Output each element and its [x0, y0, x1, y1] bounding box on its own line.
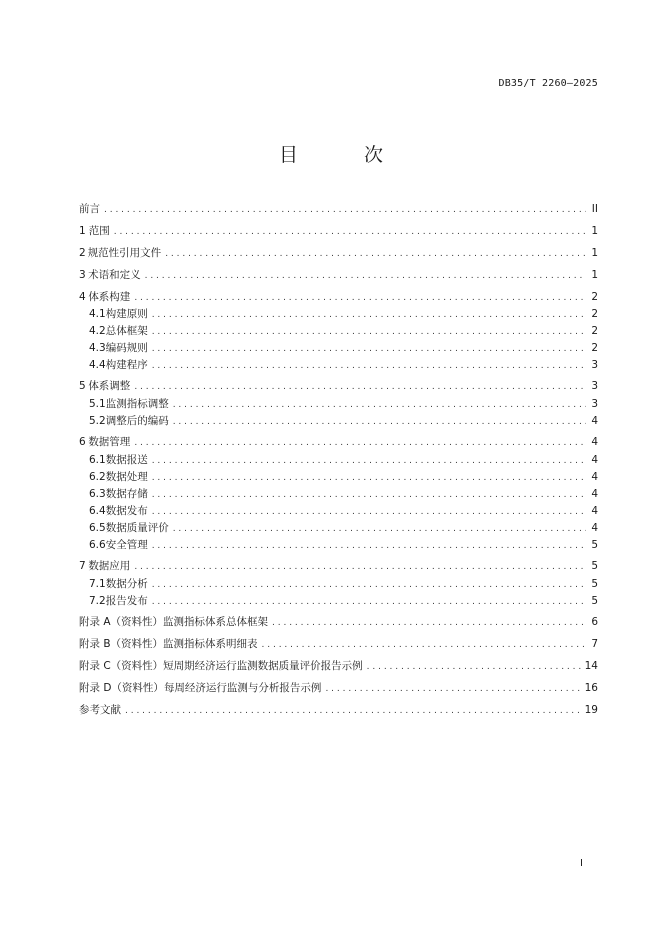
toc-entry-page: 4: [591, 488, 598, 500]
toc-entry-page: 4: [591, 454, 598, 466]
toc-leader-dots: [134, 291, 586, 305]
toc-entry[interactable]: [79, 615, 598, 629]
toc-entry[interactable]: [79, 637, 598, 651]
toc-entry-page: 4: [591, 505, 598, 517]
toc-entry-number: 6.5: [89, 522, 106, 534]
toc-leader-dots: [152, 505, 586, 519]
toc-leader-dots: [152, 578, 586, 592]
toc-entry[interactable]: [79, 290, 598, 304]
toc-entry[interactable]: [79, 324, 598, 338]
toc-entry-number: 7: [79, 560, 86, 572]
toc-entry-number: 4.3: [89, 342, 106, 354]
toc-entry-page: 6: [591, 616, 598, 628]
toc-entry-page: 2: [591, 308, 598, 320]
toc-entry-number: 5.2: [89, 415, 106, 427]
toc-leader-dots: [165, 247, 586, 261]
toc-entry-number: 7.1: [89, 578, 106, 590]
toc-leader-dots: [173, 522, 586, 536]
toc-entry[interactable]: [79, 504, 598, 518]
toc-leader-dots: [272, 616, 586, 630]
toc-leader-dots: [125, 704, 581, 718]
toc-entry[interactable]: [79, 538, 598, 552]
toc-entry[interactable]: [79, 307, 598, 321]
toc-entry[interactable]: [79, 202, 598, 216]
toc-entry[interactable]: [79, 435, 598, 449]
toc-entry-number: 6: [79, 436, 86, 448]
toc-entry[interactable]: [79, 246, 598, 260]
toc-entry-label: 数据分析: [105, 578, 148, 590]
toc-leader-dots: [262, 638, 586, 652]
toc-entry-number: 2: [79, 247, 86, 259]
toc-entry-page: 1: [591, 247, 598, 259]
toc-entry-page: 2: [591, 342, 598, 354]
toc-leader-dots: [104, 203, 586, 217]
toc-entry-page: 5: [591, 578, 598, 590]
toc-entry-page: 19: [584, 704, 598, 716]
toc-entry-label: 短周期经济运行监测数据质量评价报告示例: [163, 660, 363, 672]
toc-entry-number: 6.2: [89, 471, 106, 483]
toc-entry-label: 数据报送: [105, 454, 148, 466]
toc-entry-number: 6.6: [89, 539, 106, 551]
toc-leader-dots: [134, 560, 586, 574]
toc-entry-label: 数据应用: [88, 560, 131, 572]
toc-entry[interactable]: [79, 521, 598, 535]
toc-entry[interactable]: [79, 594, 598, 608]
toc-leader-dots: [173, 415, 586, 429]
toc-entry[interactable]: [79, 453, 598, 467]
toc-entry[interactable]: [79, 470, 598, 484]
toc-entry-number: 1: [79, 225, 86, 237]
toc-entry[interactable]: [79, 358, 598, 372]
toc-entry[interactable]: [79, 379, 598, 393]
toc-entry-label: 安全管理: [105, 539, 148, 551]
toc-entry[interactable]: [79, 559, 598, 573]
toc-entry[interactable]: [79, 341, 598, 355]
toc-entry-label: 前言: [79, 203, 100, 215]
toc-entry-label: 数据发布: [105, 505, 148, 517]
toc-entry-number: 7.2: [89, 595, 106, 607]
toc-entry[interactable]: [79, 703, 598, 717]
toc-entry-number: 附录 A（资料性）: [79, 616, 164, 628]
toc-leader-dots: [145, 269, 586, 283]
toc-entry-number: 5.1: [89, 398, 106, 410]
toc-entry-label: 数据质量评价: [105, 522, 169, 534]
toc-entry-number: 6.3: [89, 488, 106, 500]
toc-leader-dots: [152, 342, 586, 356]
page-title: 目 次: [278, 144, 414, 166]
toc-entry-page: 4: [591, 522, 598, 534]
toc-entry-number: 4.4: [89, 359, 106, 371]
toc-entry-label: 调整后的编码: [105, 415, 169, 427]
toc-leader-dots: [152, 308, 586, 322]
toc-entry-page: 4: [591, 436, 598, 448]
toc-entry[interactable]: [79, 397, 598, 411]
toc-entry-number: 附录 D（资料性）: [79, 682, 164, 694]
toc-leader-dots: [134, 436, 586, 450]
toc-entry-page: 1: [591, 225, 598, 237]
toc-entry-page: 4: [591, 471, 598, 483]
toc-leader-dots: [114, 225, 586, 239]
toc-entry-number: 3: [79, 269, 86, 281]
toc-entry-page: 4: [591, 415, 598, 427]
toc-entry-label: 参考文献: [79, 704, 121, 716]
toc-entry[interactable]: [79, 577, 598, 591]
toc-leader-dots: [152, 325, 586, 339]
toc-entry-number: 4: [79, 291, 86, 303]
toc-entry-label: 构建程序: [105, 359, 148, 371]
toc-entry-label: 总体框架: [105, 325, 148, 337]
toc-leader-dots: [134, 380, 586, 394]
toc-leader-dots: [367, 660, 581, 674]
toc-entry[interactable]: [79, 681, 598, 695]
toc-entry-page: 3: [591, 398, 598, 410]
toc-entry-page: 5: [591, 595, 598, 607]
toc-entry-label: 监测指标体系总体框架: [163, 616, 269, 628]
toc-entry-label: 报告发布: [105, 595, 148, 607]
toc-entry-page: II: [591, 203, 598, 215]
toc-entry-label: 监测指标调整: [105, 398, 169, 410]
toc-entry-page: 5: [591, 560, 598, 572]
toc-entry-page: 3: [591, 359, 598, 371]
toc-entry-label: 体系调整: [88, 380, 131, 392]
toc-entry-page: 5: [591, 539, 598, 551]
toc-leader-dots: [152, 359, 586, 373]
toc-entry-page: 14: [584, 660, 598, 672]
toc-entry[interactable]: [79, 487, 598, 501]
toc-entry-label: 数据管理: [88, 436, 131, 448]
toc-entry-label: 术语和定义: [88, 269, 141, 281]
page-number: I: [580, 858, 583, 869]
toc-entry[interactable]: [79, 414, 598, 428]
toc-entry[interactable]: [79, 268, 598, 282]
toc-entry-number: 4.2: [89, 325, 106, 337]
toc-entry-label: 编码规则: [105, 342, 148, 354]
toc-entry-label: 监测指标体系明细表: [163, 638, 258, 650]
toc-entry-number: 4.1: [89, 308, 106, 320]
toc-entry-label: 数据处理: [105, 471, 148, 483]
toc-entry-page: 2: [591, 291, 598, 303]
toc-entry-page: 1: [591, 269, 598, 281]
toc-entry-page: 16: [584, 682, 598, 694]
toc-leader-dots: [152, 539, 586, 553]
toc-entry-label: 构建原则: [105, 308, 148, 320]
toc-leader-dots: [325, 682, 580, 696]
toc-entry-number: 附录 B（资料性）: [79, 638, 164, 650]
toc-entry-page: 2: [591, 325, 598, 337]
toc-leader-dots: [152, 471, 586, 485]
toc-entry-label: 范围: [88, 225, 110, 237]
toc-entry-number: 6.1: [89, 454, 106, 466]
toc-entry-label: 体系构建: [88, 291, 131, 303]
toc-entry[interactable]: [79, 224, 598, 238]
toc-entry-number: 附录 C（资料性）: [79, 660, 164, 672]
toc-entry-label: 数据存储: [105, 488, 148, 500]
toc-entry-number: 6.4: [89, 505, 106, 517]
toc-entry-page: 7: [591, 638, 598, 650]
document-code: DB35/T 2260—2025: [498, 78, 598, 89]
toc-leader-dots: [152, 488, 586, 502]
toc-entry-label: 规范性引用文件: [87, 247, 162, 259]
toc-entry-label: 每周经济运行监测与分析报告示例: [163, 682, 322, 694]
toc-leader-dots: [173, 398, 586, 412]
toc-entry-page: 3: [591, 380, 598, 392]
toc-entry[interactable]: [79, 659, 598, 673]
toc-entry-number: 5: [79, 380, 86, 392]
toc-leader-dots: [152, 454, 586, 468]
toc-leader-dots: [152, 595, 586, 609]
